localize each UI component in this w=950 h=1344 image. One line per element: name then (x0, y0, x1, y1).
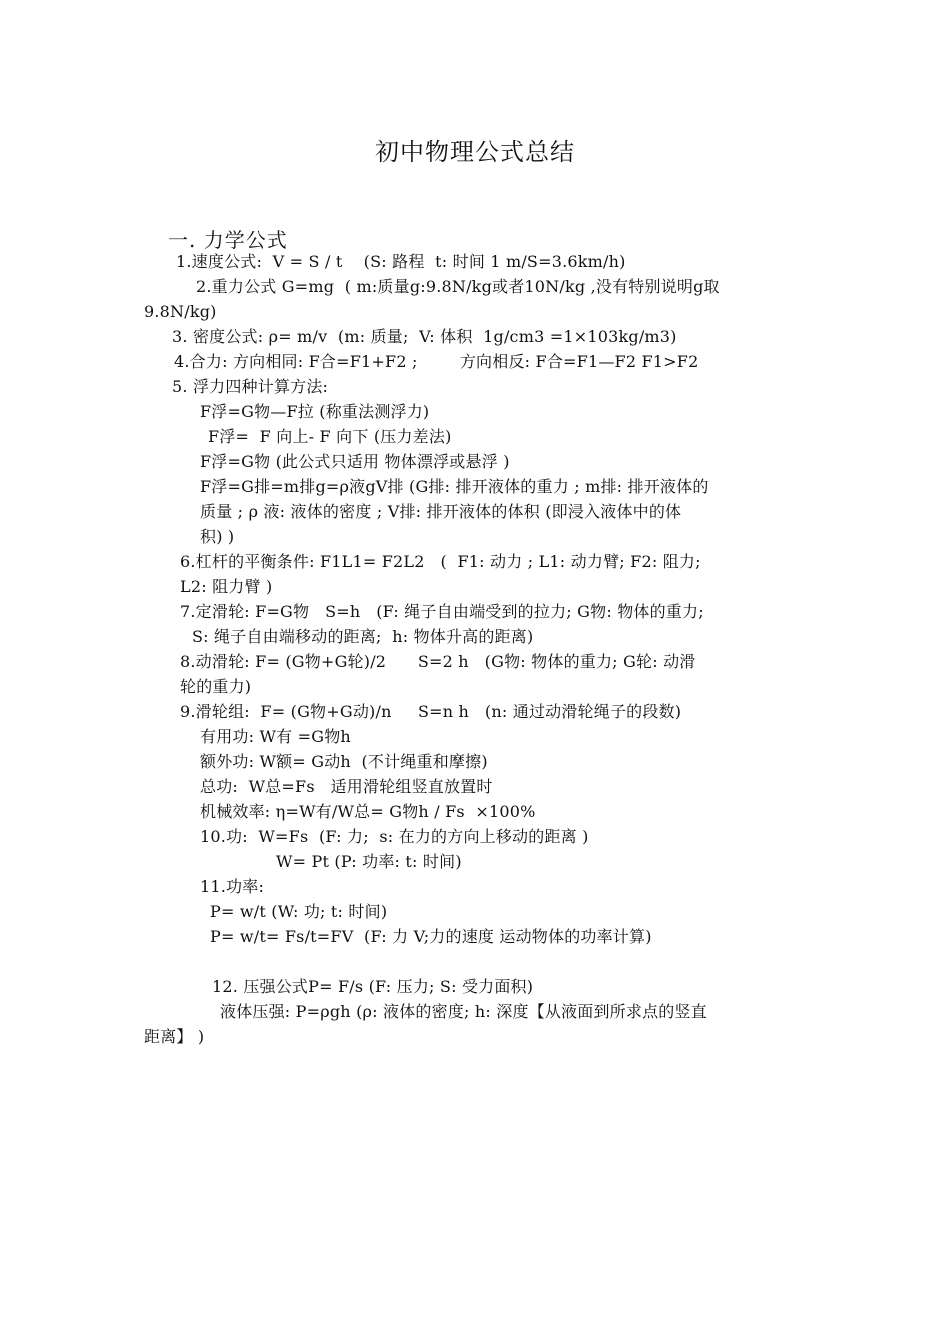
text-line: 8.动滑轮: F= (G物+G轮)/2 S=2 h (G物: 物体的重力; G轮: 动滑 (180, 652, 696, 671)
text-line: 额外功: W额= G动h (不计绳重和摩擦) (200, 752, 488, 771)
text-line: 5. 浮力四种计算方法: (172, 377, 329, 396)
text-line: 有用功: W有 =G物h (200, 727, 351, 746)
text-line: 3. 密度公式: ρ= m/v (m: 质量; V: 体积 1g/cm3 =1×103kg/m3) (172, 327, 677, 346)
text-line: 液体压强: P=ρgh (ρ: 液体的密度; h: 深度【从液面到所求点的竖直 (220, 1002, 707, 1021)
text-line: 6.杠杆的平衡条件: F1L1= F2L2 ( F1: 动力 ; L1: 动力臂; F2: 阻力; (180, 552, 701, 571)
text-line: 轮的重力) (180, 677, 252, 696)
text-line: 积) ) (200, 527, 235, 546)
text-line: 11.功率: (200, 877, 265, 896)
text-line: 总功: W总=Fs 适用滑轮组竖直放置时 (200, 777, 493, 796)
document-title: 初中物理公式总结 (375, 138, 575, 166)
text-line: 2.重力公式 G=mg ( m:质量g:9.8N/kg或者10N/kg ,没有特别说明g取 (196, 277, 720, 296)
text-line: 7.定滑轮: F=G物 S=h (F: 绳子自由端受到的拉力; G物: 物体的重力; (180, 602, 704, 621)
text-line: 9.滑轮组: F= (G物+G动)/n S=n h (n: 通过动滑轮绳子的段数) (180, 702, 682, 721)
section-heading: 一. 力学公式 (168, 228, 288, 252)
text-line: P= w/t (W: 功; t: 时间) (210, 902, 388, 921)
text-line: S: 绳子自由端移动的距离; h: 物体升高的距离) (192, 627, 534, 646)
text-line: 距离】 ) (144, 1027, 205, 1046)
text-line: 4.合力: 方向相同: F合=F1+F2 ; 方向相反: F合=F1—F2 F1>F2 (174, 352, 699, 371)
text-line: 9.8N/kg) (144, 302, 217, 321)
text-line: 质量 ; ρ 液: 液体的密度 ; V排: 排开液体的体积 (即浸入液体中的体 (200, 502, 682, 521)
text-line: W= Pt (P: 功率: t: 时间) (276, 852, 462, 871)
text-line: P= w/t= Fs/t=FV (F: 力 V;力的速度 运动物体的功率计算) (210, 927, 652, 946)
text-line: F浮=G物—F拉 (称重法测浮力) (200, 402, 430, 421)
text-line: 1.速度公式: V = S / t (S: 路程 t: 时间 1 m/S=3.6km/h) (176, 252, 626, 271)
text-line: 12. 压强公式P= F/s (F: 压力; S: 受力面积) (212, 977, 534, 996)
text-line: F浮=G物 (此公式只适用 物体漂浮或悬浮 ) (200, 452, 510, 471)
text-line: F浮= F 向上- F 向下 (压力差法) (208, 427, 452, 446)
text-line: 机械效率: η=W有/W总= G物h / Fs ×100% (200, 802, 536, 821)
text-line: L2: 阻力臂 ) (180, 577, 273, 596)
text-line: 10.功: W=Fs (F: 力; s: 在力的方向上移动的距离 ) (200, 827, 589, 846)
text-line: F浮=G排=m排g=ρ液gV排 (G排: 排开液体的重力 ; m排: 排开液体的 (200, 477, 709, 496)
